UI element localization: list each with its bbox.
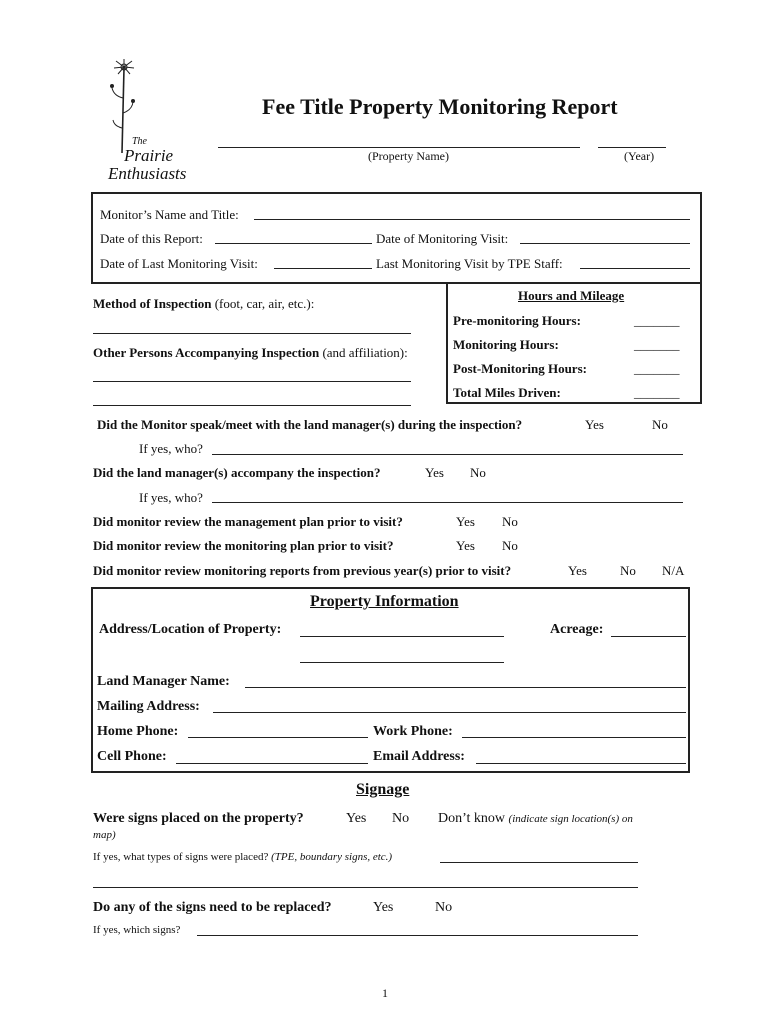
q3-no-option[interactable]: No <box>502 514 518 529</box>
land-manager-label: Land Manager Name: <box>97 674 230 689</box>
question-management-plan: Did monitor review the management plan prior to visit? <box>93 514 403 529</box>
q3-yes-option[interactable]: Yes <box>456 514 475 529</box>
date-visit-label: Date of Monitoring Visit: <box>376 231 509 246</box>
cell-phone-line[interactable] <box>176 763 368 764</box>
q5-yes-option[interactable]: Yes <box>568 563 587 578</box>
logo <box>96 58 206 188</box>
if-yes-who-label: If yes, who? <box>139 441 203 456</box>
question-monitoring-plan: Did monitor review the monitoring plan prior to visit? <box>93 538 394 553</box>
work-phone-label: Work Phone: <box>373 724 453 739</box>
question-speak-meet: Did the Monitor speak/meet with the land manager(s) during the inspection? <box>97 417 523 432</box>
acreage-label: Acreage: <box>550 622 604 637</box>
last-by-staff-label: Last Monitoring Visit by TPE Staff: <box>376 256 563 271</box>
others-label: Other Persons Accompanying Inspection (and affiliation): <box>93 345 408 360</box>
date-last-label: Date of Last Monitoring Visit: <box>100 256 258 271</box>
method-label: Method of Inspection (foot, car, air, etc.): <box>93 296 315 311</box>
hours-mileage-title: Hours and Mileage <box>518 288 625 303</box>
signs-no-option[interactable]: No <box>392 811 410 826</box>
signs-dont-know-option[interactable]: Don’t know (indicate sign location(s) on <box>438 811 633 826</box>
q4-no-option[interactable]: No <box>502 538 518 553</box>
monitoring-hours-blank[interactable]: _______ <box>634 337 680 352</box>
property-info-title: Property Information <box>310 593 459 610</box>
work-phone-line[interactable] <box>462 737 686 738</box>
others-line-2[interactable] <box>93 405 411 406</box>
land-manager-line[interactable] <box>245 687 686 688</box>
date-report-label: Date of this Report: <box>100 231 203 246</box>
logo-the: The <box>132 136 147 147</box>
which-signs-label: If yes, which signs? <box>93 924 181 936</box>
address-line-2[interactable] <box>300 662 504 663</box>
signs-replace-question: Do any of the signs need to be replaced? <box>93 900 332 915</box>
monitoring-hours-label: Monitoring Hours: <box>453 337 559 352</box>
if-yes-who-line[interactable] <box>212 454 683 455</box>
sign-types-label: If yes, what types of signs were placed? (TPE, boundary signs, etc.) <box>93 851 393 863</box>
sign-types-line-2[interactable] <box>93 887 638 888</box>
if-yes-who-line-2[interactable] <box>212 502 683 503</box>
property-name-line[interactable] <box>218 147 580 148</box>
signs-placed-question: Were signs placed on the property? <box>93 811 304 826</box>
q2-yes-option[interactable]: Yes <box>425 465 444 480</box>
year-line[interactable] <box>598 147 666 148</box>
home-phone-label: Home Phone: <box>97 724 179 739</box>
post-monitoring-blank[interactable]: _______ <box>634 361 680 376</box>
pre-monitoring-blank[interactable]: _______ <box>634 313 680 328</box>
question-previous-reports: Did monitor review monitoring reports from previous year(s) prior to visit? <box>93 563 512 578</box>
address-line-1[interactable] <box>300 636 504 637</box>
cell-phone-label: Cell Phone: <box>97 749 167 764</box>
signage-title: Signage <box>356 781 410 798</box>
email-label: Email Address: <box>373 749 465 764</box>
property-name-label: (Property Name) <box>368 149 449 163</box>
last-by-staff-line[interactable] <box>580 268 690 269</box>
logo-prairie: Prairie <box>124 146 174 165</box>
date-visit-line[interactable] <box>520 243 690 244</box>
method-line[interactable] <box>93 333 411 334</box>
post-monitoring-label: Post-Monitoring Hours: <box>453 361 587 376</box>
total-miles-blank[interactable]: _______ <box>634 385 680 400</box>
which-signs-line[interactable] <box>197 935 638 936</box>
q5-na-option[interactable]: N/A <box>662 563 685 578</box>
date-report-line[interactable] <box>215 243 372 244</box>
page-number: 1 <box>382 986 388 1000</box>
signs-map-note: map) <box>93 829 116 841</box>
monitor-name-line[interactable] <box>254 219 690 220</box>
total-miles-label: Total Miles Driven: <box>453 385 561 400</box>
q4-yes-option[interactable]: Yes <box>456 538 475 553</box>
logo-enthusiasts: Enthusiasts <box>108 164 187 183</box>
date-last-line[interactable] <box>274 268 372 269</box>
question-accompany: Did the land manager(s) accompany the inspection? <box>93 465 381 480</box>
email-line[interactable] <box>476 763 686 764</box>
mailing-line[interactable] <box>213 712 686 713</box>
pre-monitoring-label: Pre-monitoring Hours: <box>453 313 581 328</box>
monitor-name-label: Monitor’s Name and Title: <box>100 207 239 222</box>
year-label: (Year) <box>624 149 655 163</box>
replace-no-option[interactable]: No <box>435 900 453 915</box>
acreage-line[interactable] <box>611 636 686 637</box>
if-yes-who-label-2: If yes, who? <box>139 490 203 505</box>
page-title: Fee Title Property Monitoring Report <box>262 94 618 119</box>
signs-yes-option[interactable]: Yes <box>346 811 367 826</box>
others-line-1[interactable] <box>93 381 411 382</box>
q1-yes-option[interactable]: Yes <box>585 417 604 432</box>
address-label: Address/Location of Property: <box>99 622 282 637</box>
replace-yes-option[interactable]: Yes <box>373 900 394 915</box>
q5-no-option[interactable]: No <box>620 563 636 578</box>
home-phone-line[interactable] <box>188 737 368 738</box>
mailing-label: Mailing Address: <box>97 699 200 714</box>
sign-types-line-1[interactable] <box>440 862 638 863</box>
q2-no-option[interactable]: No <box>470 465 486 480</box>
q1-no-option[interactable]: No <box>652 417 668 432</box>
